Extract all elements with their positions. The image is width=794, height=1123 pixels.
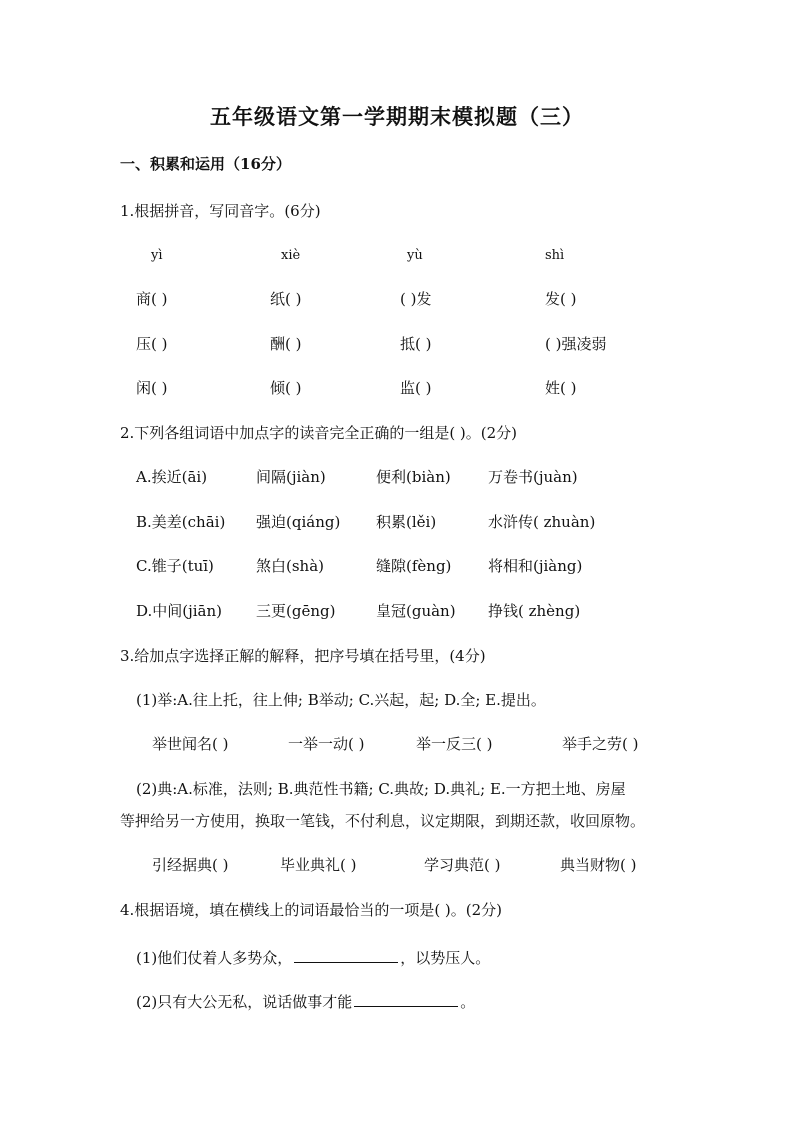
q2-option: B.美差(chāi) bbox=[136, 513, 226, 531]
q1-item: ( )发 bbox=[400, 290, 432, 308]
q1-item: 监( ) bbox=[400, 379, 432, 397]
pinyin-label: shì bbox=[545, 248, 565, 263]
q1-item: ( )强凌弱 bbox=[545, 335, 607, 353]
q4-s1-before: (1)他们仗着人多势众， bbox=[136, 949, 293, 967]
q3-item: 举手之劳( ) bbox=[562, 735, 639, 753]
q3-part2-definitions: (2)典:A.标准，法则; B.典范性书籍; C.典故; D.典礼; E.一方把土地、房屋 bbox=[136, 780, 626, 798]
q3-item: 举世闻名( ) bbox=[152, 735, 229, 753]
q2-option: 皇冠(guàn) bbox=[376, 602, 456, 620]
pinyin-label: xiè bbox=[281, 248, 301, 263]
q1-item: 商( ) bbox=[136, 290, 168, 308]
q1-item: 发( ) bbox=[545, 290, 577, 308]
section-heading: 一、积累和运用（16分） bbox=[120, 155, 291, 173]
q3-item: 毕业典礼( ) bbox=[280, 856, 357, 874]
q4-sentence-2 bbox=[136, 992, 475, 1010]
q2-option: 万卷书(juàn) bbox=[488, 468, 578, 486]
q1-item: 姓( ) bbox=[545, 379, 577, 397]
q1-item: 倾( ) bbox=[270, 379, 302, 397]
answer-blank[interactable] bbox=[294, 948, 398, 963]
q2-option: 便利(biàn) bbox=[376, 468, 451, 486]
q1-item: 闲( ) bbox=[136, 379, 168, 397]
q3-item: 学习典范( ) bbox=[424, 856, 501, 874]
q4-sentence-1 bbox=[136, 948, 490, 966]
q1-item: 纸( ) bbox=[270, 290, 302, 308]
q2-option: 三更(gēng) bbox=[256, 602, 336, 620]
q3-part2-definitions-cont: 等押给另一方使用，换取一笔钱，不付利息，议定期限，到期还款，收回原物。 bbox=[120, 812, 646, 830]
q3-item: 一举一动( ) bbox=[288, 735, 365, 753]
q4-s2-before: (2)只有大公无私，说话做事才能 bbox=[136, 993, 353, 1011]
question-1-stem: 1.根据拼音，写同音字。(6分) bbox=[120, 202, 321, 220]
q2-option: 缝隙(fèng) bbox=[376, 557, 452, 575]
q3-item: 举一反三( ) bbox=[416, 735, 493, 753]
pinyin-label: yì bbox=[151, 248, 163, 263]
q3-item: 典当财物( ) bbox=[560, 856, 637, 874]
q2-option: D.中间(jiān) bbox=[136, 602, 223, 620]
page-title: 五年级语文第一学期期末模拟题（三） bbox=[210, 104, 584, 129]
question-3-stem: 3.给加点字选择正解的解释，把序号填在括号里，(4分) bbox=[120, 647, 486, 665]
q2-option: 积累(lěi) bbox=[376, 513, 437, 531]
q2-option: 间隔(jiàn) bbox=[256, 468, 326, 486]
q1-item: 酬( ) bbox=[270, 335, 302, 353]
q1-item: 压( ) bbox=[136, 335, 168, 353]
q2-option: 强迫(qiáng) bbox=[256, 513, 341, 531]
q2-option: 将相和(jiàng) bbox=[488, 557, 583, 575]
q2-option: C.锥子(tuī) bbox=[136, 557, 214, 575]
q4-s1-after: ，以势压人。 bbox=[400, 949, 491, 967]
q2-option: 挣钱( zhèng) bbox=[488, 602, 581, 620]
q2-option: 煞白(shà) bbox=[256, 557, 325, 575]
q2-option: A.挨近(āi) bbox=[136, 468, 208, 486]
q1-item: 抵( ) bbox=[400, 335, 432, 353]
q4-s2-after: 。 bbox=[460, 993, 476, 1011]
question-4-stem: 4.根据语境，填在横线上的词语最恰当的一项是( )。(2分) bbox=[120, 901, 503, 919]
q2-option: 水浒传( zhuàn) bbox=[488, 513, 596, 531]
question-2-stem: 2.下列各组词语中加点字的读音完全正确的一组是( )。(2分) bbox=[120, 424, 518, 442]
pinyin-label: yù bbox=[407, 248, 423, 263]
q3-part1-definitions: (1)举:A.往上托，往上伸; B举动; C.兴起，起; D.全; E.提出。 bbox=[136, 691, 546, 709]
answer-blank[interactable] bbox=[354, 992, 458, 1007]
q3-item: 引经据典( ) bbox=[152, 856, 229, 874]
